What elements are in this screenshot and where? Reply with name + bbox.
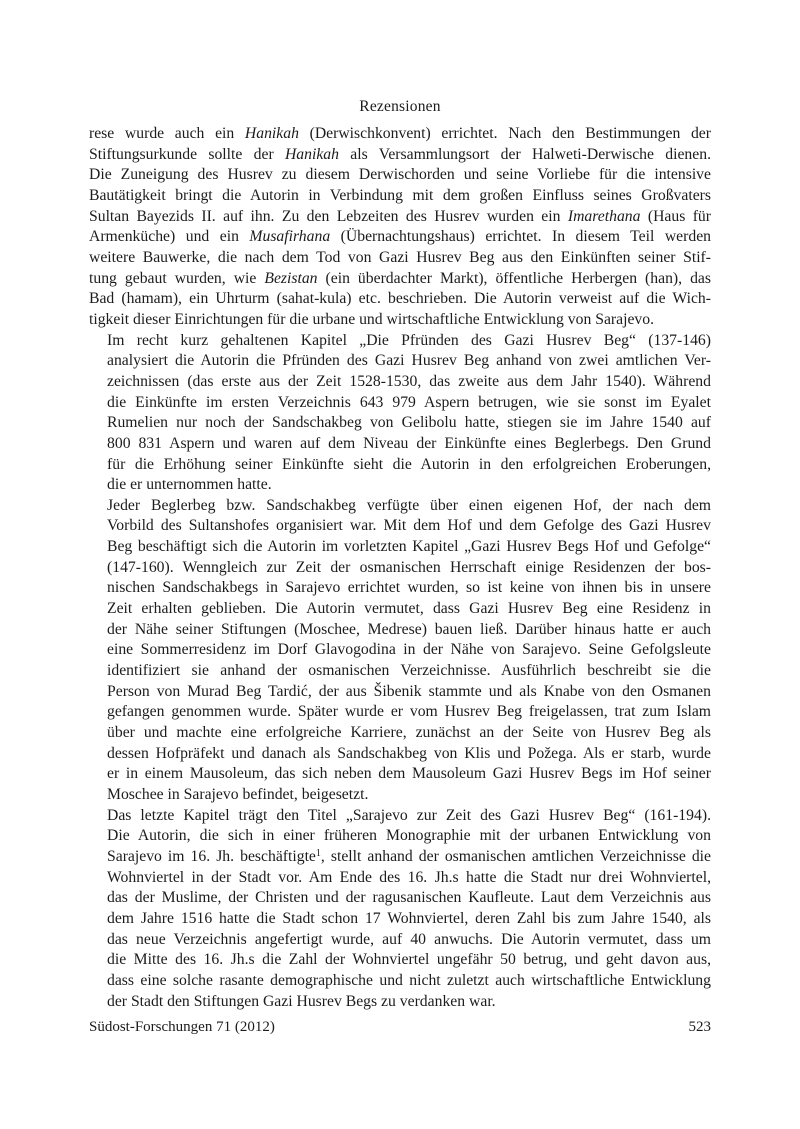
text-run: (Derwischkonvent) errichtet. Nach den Bestimmungen der bbox=[298, 125, 711, 142]
text-run: (147-160). Wenngleich zur Zeit der osmanischen Herrschaft einige Residenzen der bos- bbox=[107, 558, 711, 576]
text-run: (ein überdachter Markt), öffentliche Herbergen (han), das bbox=[317, 269, 711, 287]
text-line bbox=[89, 124, 711, 145]
text-run: tigkeit dieser Einrichtungen für die urbane und wirtschaftliche Entwicklung von Sarajevo. bbox=[89, 310, 655, 328]
text-run: als Versammlungsort der Halweti-Derwische dienen. bbox=[339, 145, 711, 163]
text-run: (Haus für bbox=[640, 207, 711, 225]
text-run: der Nähe seiner Stiftungen (Moschee, Medrese) bauen ließ. Darüber hinaus hatte er auch bbox=[107, 620, 711, 638]
text-run: Sultan Bayezids II. auf ihn. Zu den Lebzeiten des Husrev wurden ein bbox=[89, 207, 568, 225]
text-line bbox=[89, 702, 711, 723]
text-run: dass eine solche rasante demographische und nicht zuletzt auch wirtschaftliche Entwicklung bbox=[107, 971, 711, 989]
text-line bbox=[89, 310, 711, 331]
text-run: Jeder Beglerbeg bzw. Sandschakbeg verfügte über einen eigenen Hof, der nach dem bbox=[107, 496, 711, 514]
text-line bbox=[89, 909, 711, 930]
text-line bbox=[89, 393, 711, 414]
text-run: die Mitte des 16. Jh.s die Zahl der Wohnviertel ungefähr 50 betrug, und geht davon aus, bbox=[107, 951, 711, 969]
text-run: für die Erhöhung seiner Einkünfte sieht die Autorin in den erfolgreichen Eroberungen, bbox=[107, 455, 711, 473]
text-run: zeichnissen (das erste aus der Zeit 1528-1530, das zweite aus dem Jahr 1540). Während bbox=[107, 372, 711, 390]
text-run: der Stadt den Stiftungen Gazi Husrev Begs zu verdanken war. bbox=[107, 992, 496, 1010]
text-run: Beg beschäftigt sich die Autorin im vorletzten Kapitel „Gazi Husrev Begs Hof und Gefolge“ bbox=[107, 538, 711, 556]
text-run: dem Jahre 1516 hatte die Stadt schon 17 Wohnviertel, deren Zahl bis zum Jahre 1540, als bbox=[107, 909, 711, 927]
text-line bbox=[89, 413, 711, 434]
text-line bbox=[89, 806, 711, 827]
text-line bbox=[89, 289, 711, 310]
paragraph bbox=[89, 331, 711, 496]
text-line bbox=[89, 165, 711, 186]
text-run: die er unternommen hatte. bbox=[107, 476, 272, 494]
text-line bbox=[89, 207, 711, 228]
text-line bbox=[89, 971, 711, 992]
text-run: 800 831 Aspern und waren auf dem Niveau der Einkünfte eines Beglerbegs. Den Grund bbox=[107, 434, 711, 452]
paragraph bbox=[89, 806, 711, 1013]
text-line bbox=[89, 516, 711, 537]
text-line bbox=[89, 868, 711, 889]
text-line bbox=[89, 475, 711, 496]
text-line bbox=[89, 227, 711, 248]
text-line bbox=[89, 351, 711, 372]
text-line bbox=[89, 372, 711, 393]
text-line bbox=[89, 826, 711, 847]
italic-term: Hanikah bbox=[284, 145, 339, 163]
text-line bbox=[89, 186, 711, 207]
text-run: die Einkünfte im ersten Verzeichnis 643 979 Aspern betrugen, wie sie sonst im Eyalet bbox=[107, 393, 711, 411]
text-run: rese wurde auch ein bbox=[89, 125, 245, 142]
text-run: Moschee in Sarajevo befindet, beigesetzt. bbox=[107, 786, 369, 803]
text-line bbox=[89, 434, 711, 455]
text-line bbox=[89, 888, 711, 909]
paragraph bbox=[89, 496, 711, 806]
text-line bbox=[89, 331, 711, 352]
italic-term: Imarethana bbox=[567, 207, 641, 225]
text-line bbox=[89, 723, 711, 744]
text-line bbox=[89, 661, 711, 682]
text-run: Vorbild des Sultanshofes organisiert war. Mit dem Hof und dem Gefolge des Gazi Husrev bbox=[107, 517, 711, 535]
text-line bbox=[89, 950, 711, 971]
text-run: analysiert die Autorin die Pfründen des Gazi Husrev Beg anhand von zwei amtlichen Ver- bbox=[107, 352, 711, 370]
text-line bbox=[89, 785, 711, 806]
text-line bbox=[89, 248, 711, 269]
text-line bbox=[89, 992, 711, 1013]
text-run: Armenküche) und ein bbox=[89, 228, 250, 246]
text-run: Bad (hamam), ein Uhrturm (sahat-kula) etc. beschrieben. Die Autorin verweist auf die Wich- bbox=[89, 290, 711, 308]
text-run: , stellt anhand der osmanischen amtlichen Verzeichnisse die bbox=[320, 847, 711, 865]
text-run: gefangen genommen wurde. Später wurde er vom Husrev Beg freigelassen, trat zum Islam bbox=[107, 703, 711, 721]
italic-term: Musafirhana bbox=[249, 228, 331, 246]
page-number: 523 bbox=[688, 1019, 711, 1035]
text-line bbox=[89, 764, 711, 785]
text-line bbox=[89, 496, 711, 517]
footer-journal-title: Südost-Forschungen 71 (2012) bbox=[89, 1019, 275, 1035]
text-run: Die Autorin, die sich in einer früheren Monographie mit der urbanen Entwicklung von bbox=[107, 827, 711, 845]
body-text bbox=[89, 124, 711, 1012]
text-run: das der Muslime, der Christen und der ragusanischen Kaufleute. Laut dem Verzeichnis aus bbox=[107, 889, 711, 907]
text-run: er in einem Mausoleum, das sich neben dem Mausoleum Gazi Husrev Begs im Hof seiner bbox=[107, 765, 711, 783]
paragraph bbox=[89, 124, 711, 331]
text-run: Sarajevo im 16. Jh. beschäftigte bbox=[107, 847, 316, 865]
text-line bbox=[89, 640, 711, 661]
text-line bbox=[89, 558, 711, 579]
text-run: Zeit erhalten geblieben. Die Autorin vermutet, dass Gazi Husrev Beg eine Residenz in bbox=[107, 600, 711, 618]
text-run: dessen Hofpräfekt und danach als Sandschakbeg von Klis und Požega. Als er starb, wurde bbox=[107, 744, 711, 762]
text-run: Wohnviertel in der Stadt vor. Am Ende des 16. Jh.s hatte die Stadt nur drei Wohnviertel, bbox=[107, 868, 711, 886]
text-run: das neue Verzeichnis angefertigt wurde, auf 40 anwuchs. Die Autorin vermutet, dass um bbox=[107, 930, 711, 948]
text-run: identifiziert sie anhand der osmanischen Verzeichnisse. Ausführlich beschreibt sie die bbox=[107, 662, 711, 680]
text-line bbox=[89, 599, 711, 620]
text-run: Bautätigkeit bringt die Autorin in Verbindung mit dem großen Einfluss seines Großvaters bbox=[89, 186, 711, 204]
text-run: nischen Sandschakbegs in Sarajevo errichtet wurden, so ist keine von ihnen bis in unsere bbox=[107, 579, 711, 597]
text-run: Person von Murad Beg Tardić, der aus Šibenik stammte und als Knabe von den Osmanen bbox=[107, 682, 711, 700]
footnote-marker: 1 bbox=[315, 847, 321, 859]
text-line bbox=[89, 930, 711, 951]
text-line bbox=[89, 537, 711, 558]
text-line bbox=[89, 455, 711, 476]
text-run: (Übernachtungshaus) errichtet. In diesem Teil werden bbox=[330, 228, 711, 246]
running-header: Rezensionen bbox=[359, 98, 441, 115]
text-run: Die Zuneigung des Husrev zu diesem Derwischorden und seine Vorliebe für die intensive bbox=[89, 166, 711, 184]
text-run: Stiftungsurkunde sollte der bbox=[89, 145, 285, 163]
text-line bbox=[89, 620, 711, 641]
text-line bbox=[89, 682, 711, 703]
italic-term: Hanikah bbox=[244, 125, 299, 142]
text-run: Das letzte Kapitel trägt den Titel „Sarajevo zur Zeit des Gazi Husrev Beg“ (161-194). bbox=[107, 806, 711, 824]
text-line bbox=[89, 578, 711, 599]
text-run: eine Sommerresidenz im Dorf Glavogodina in der Nähe von Sarajevo. Seine Gefolgsleute bbox=[107, 641, 711, 659]
text-run: Rumelien nur noch der Sandschakbeg von Gelibolu hatte, stiegen sie im Jahre 1540 auf bbox=[107, 414, 711, 432]
italic-term: Bezistan bbox=[264, 269, 318, 287]
text-run: weitere Bauwerke, die nach dem Tod von Gazi Husrev Beg aus den Einkünften seiner Stif- bbox=[89, 248, 711, 266]
text-run: über und machte eine erfolgreiche Karriere, zunächst an der Seite von Husrev Beg als bbox=[107, 724, 711, 742]
text-run: Im recht kurz gehaltenen Kapitel „Die Pfründen des Gazi Husrev Beg“ (137-146) bbox=[107, 331, 711, 349]
text-line bbox=[89, 847, 711, 868]
text-line bbox=[89, 269, 711, 290]
text-run: tung gebaut wurden, wie bbox=[89, 269, 265, 287]
text-line bbox=[89, 744, 711, 765]
text-line bbox=[89, 145, 711, 166]
